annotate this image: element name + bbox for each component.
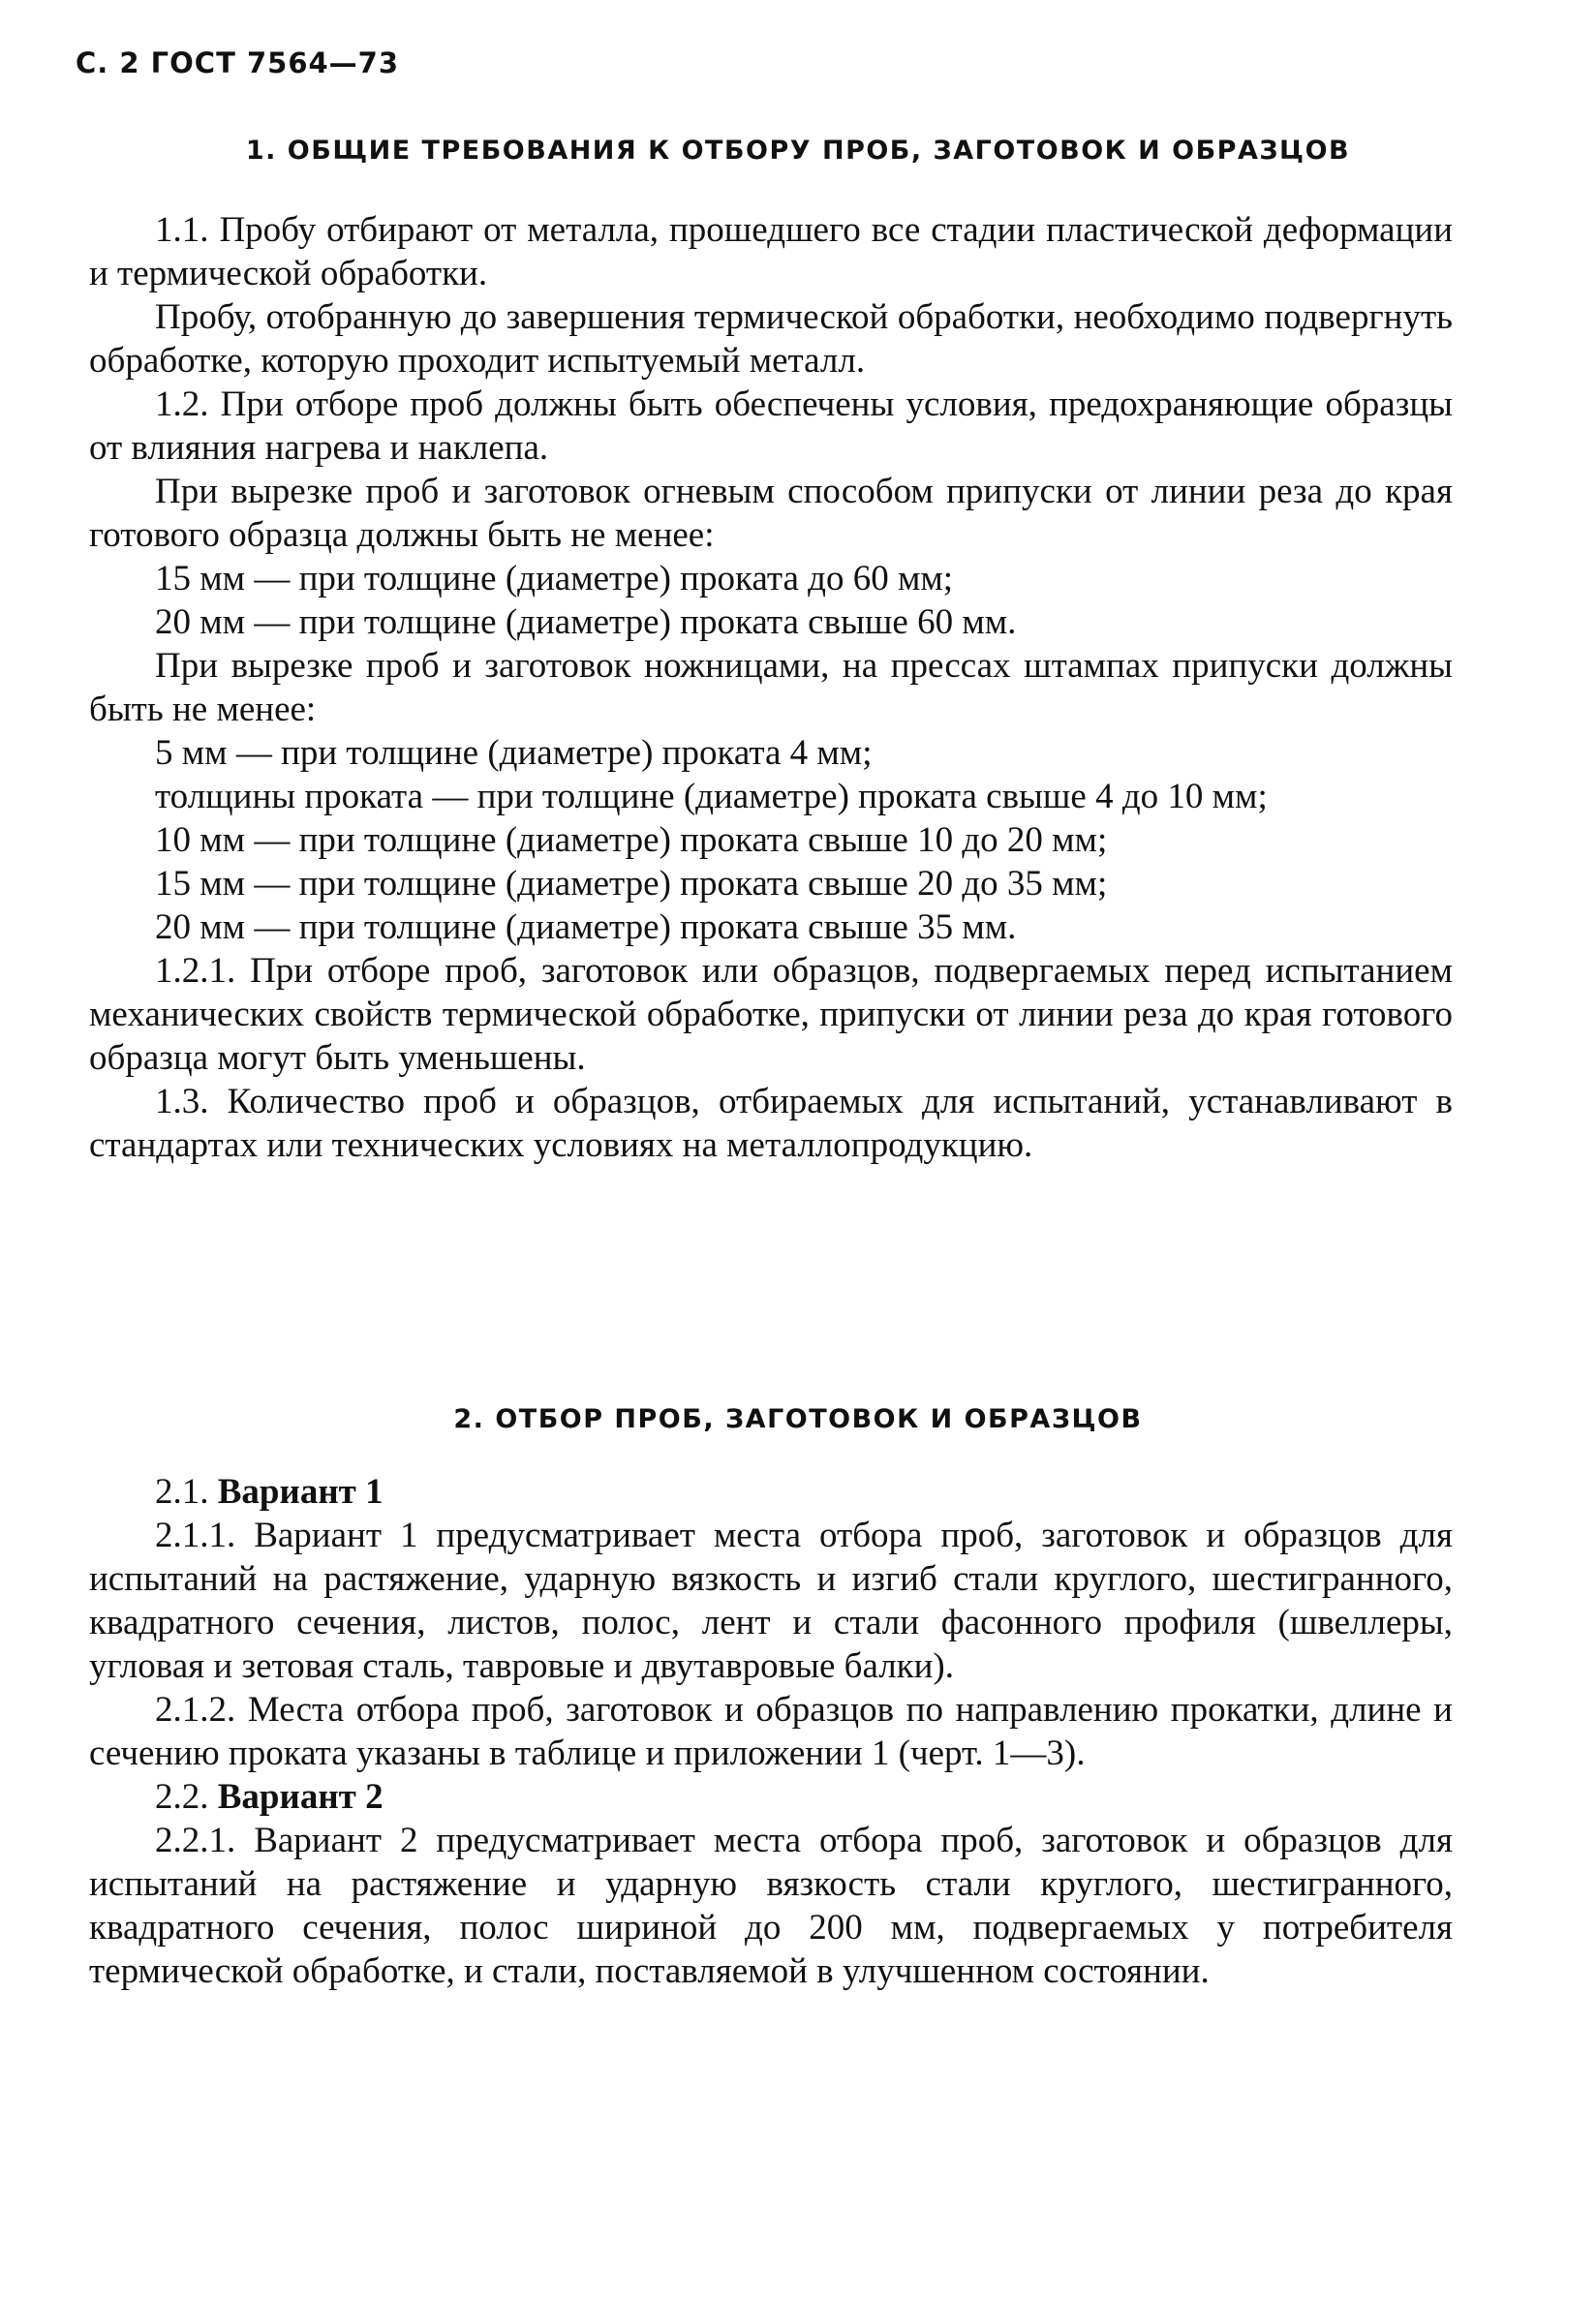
paragraph-1-2-1: 1.2.1. При отборе проб, заготовок или образцов, подвергаемых перед испытанием механических свойств термической обработке, припуски от линии реза до края готового образца могут быть уменьшены. bbox=[89, 951, 1453, 1078]
section-1-title: 1. ОБЩИЕ ТРЕБОВАНИЯ К ОТБОРУ ПРОБ, ЗАГОТОВОК И ОБРАЗЦОВ bbox=[245, 136, 1351, 166]
paragraph-1-2-flame: При вырезке проб и заготовок огневым способом припуски от линии реза до края готового образца должны быть не менее: bbox=[89, 472, 1453, 555]
paragraph-1-1-cont: Пробу, отобранную до завершения термической обработки, необходимо подвергнуть обработке, которую проходит испытуемый металл. bbox=[89, 297, 1453, 381]
paragraph-2-1-2: 2.1.2. Места отбора проб, заготовок и образцов по направлению прокатки, длине и сечению проката указаны в таблице и приложении 1 (черт. 1—3). bbox=[89, 1690, 1453, 1773]
variant-2-number: 2.2. bbox=[155, 1777, 209, 1817]
variant-2-label: Вариант 2 bbox=[217, 1777, 384, 1817]
allowance-line: 15 мм — при толщине (диаметре) проката до 60 мм; bbox=[155, 559, 954, 598]
variant-2-heading bbox=[89, 1775, 1453, 1819]
section-2-title: 2. ОТБОР ПРОБ, ЗАГОТОВОК И ОБРАЗЦОВ bbox=[453, 1404, 1143, 1434]
variant-1-label: Вариант 1 bbox=[217, 1472, 384, 1512]
section-2-body bbox=[89, 1470, 1453, 1993]
allowance-line: 5 мм — при толщине (диаметре) проката 4 мм; bbox=[155, 733, 873, 773]
allowance-line: 15 мм — при толщине (диаметре) проката свыше 20 до 35 мм; bbox=[155, 864, 1108, 904]
allowance-line: толщины проката — при толщине (диаметре) проката свыше 4 до 10 мм; bbox=[155, 777, 1268, 816]
variant-1-heading bbox=[89, 1470, 1453, 1514]
paragraph-2-2-1: 2.2.1. Вариант 2 предусматривает места отбора проб, заготовок и образцов для испытаний на растяжение и ударную вязкость стали круглого, шестигранного, квадратного сечения, полос шириной до 200 мм, подвергаемых у потребителя термической обработке, и стали, поставляемой в улучшенном состоянии. bbox=[89, 1821, 1453, 1991]
paragraph-1-2-shears: При вырезке проб и заготовок ножницами, на прессах штампах припуски должны быть не менее: bbox=[89, 646, 1453, 729]
allowance-line: 10 мм — при толщине (диаметре) проката свыше 10 до 20 мм; bbox=[155, 820, 1108, 860]
variant-1-number: 2.1. bbox=[155, 1472, 209, 1512]
paragraph-1-1: 1.1. Пробу отбирают от металла, прошедшего все стадии пластической деформации и термической обработки. bbox=[89, 210, 1453, 293]
allowance-line: 20 мм — при толщине (диаметре) проката свыше 35 мм. bbox=[155, 907, 1017, 947]
paragraph-1-3: 1.3. Количество проб и образцов, отбираемых для испытаний, устанавливают в стандартах или технических условиях на металлопродукцию. bbox=[89, 1082, 1453, 1165]
page-header: С. 2 ГОСТ 7564—73 bbox=[76, 46, 400, 79]
paragraph-2-1-1: 2.1.1. Вариант 1 предусматривает места отбора проб, заготовок и образцов для испытаний на растяжение, ударную вязкость и изгиб стали круглого, шестигранного, квадратного сечения, листов, полос, лент и стали фасонного профиля (швеллеры, угловая и зетовая сталь, тавровые и двутавровые балки). bbox=[89, 1516, 1453, 1686]
paragraph-1-2: 1.2. При отборе проб должны быть обеспечены условия, предохраняющие образцы от влияния нагрева и наклепа. bbox=[89, 384, 1453, 468]
section-1-body bbox=[89, 208, 1453, 1167]
allowance-line: 20 мм — при толщине (диаметре) проката свыше 60 мм. bbox=[155, 602, 1017, 642]
